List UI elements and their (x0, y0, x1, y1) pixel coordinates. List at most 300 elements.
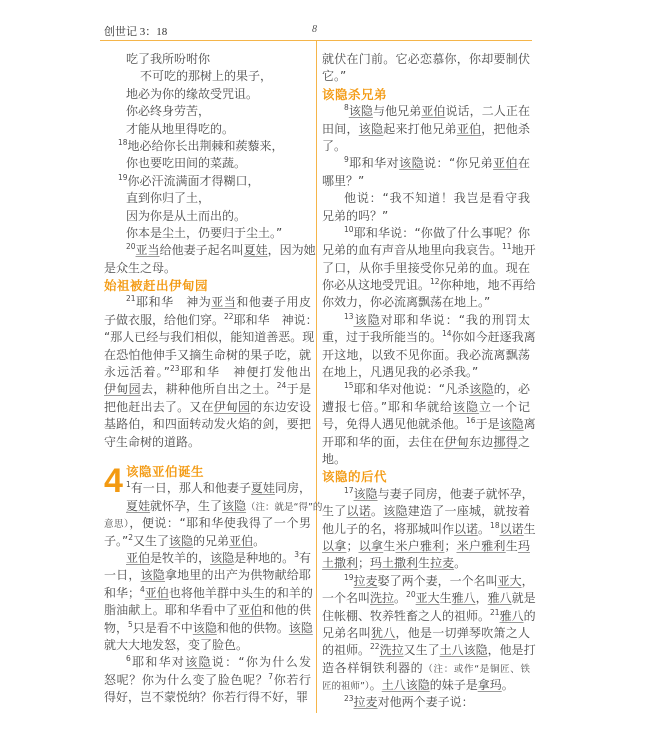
text-run: 耶和华对 (130, 655, 186, 670)
proper-name: 雅八 (451, 591, 476, 606)
text-run: 基路伯，和四面转动发火焰的剑，要把 (104, 417, 311, 432)
text-line (322, 381, 530, 398)
text-run: 你如今赶逐我离 (451, 330, 536, 345)
paragraph (104, 480, 323, 550)
text-run: 。 (454, 556, 467, 571)
text-line (104, 689, 311, 706)
text-line (322, 451, 530, 468)
proper-name: 以拿 (358, 538, 384, 553)
paragraph (322, 694, 530, 711)
text-run: 生了 (322, 504, 347, 519)
proper-name: 该隐 (469, 382, 494, 397)
text-run: 田间， (322, 121, 359, 136)
paragraph (322, 224, 536, 312)
text-line (322, 138, 530, 155)
text-run: 。 (369, 678, 382, 693)
text-run: 地必为你的缘故受咒诅。 (126, 86, 259, 101)
text-run: 说：“你为什么发 (211, 655, 311, 670)
verse-number: 8 (344, 103, 349, 113)
text-run: 了。 (322, 138, 347, 153)
verse-number: 19 (344, 572, 354, 582)
proper-name: 玛 (517, 538, 530, 553)
text-line (104, 381, 311, 398)
paragraph (322, 155, 530, 190)
proper-name: 该隐 (353, 312, 381, 327)
paragraph (322, 190, 530, 225)
text-run: 你必从这地受咒诅。 (322, 278, 431, 293)
proper-name: 土八该隐 (439, 643, 488, 658)
text-run: 永远活着。” (104, 365, 170, 380)
text-line (104, 260, 311, 277)
text-run: 又生了 (403, 643, 440, 658)
paragraph (104, 654, 311, 706)
text-line (104, 654, 311, 671)
text-line (322, 625, 530, 642)
text-run: ，他是一切弹琴吹箫之人 (395, 625, 530, 640)
verse-number: 16 (466, 416, 476, 426)
text-run: 于是 (286, 382, 311, 397)
text-run: 他说：“我不知道！我岂是看守我 (344, 191, 530, 206)
text-run: 是种地的。 (234, 550, 295, 565)
text-line (104, 364, 311, 381)
text-run: ， (521, 573, 534, 588)
text-run: 和他的供物。 (216, 620, 289, 635)
text-run: 的兄弟 (193, 533, 230, 548)
text-run: 你若行 (273, 672, 311, 687)
text-line (322, 572, 534, 590)
proper-name: 伊甸园 (104, 382, 142, 397)
section-heading: 始祖被赶出伊甸园 (104, 278, 209, 294)
left-column (104, 51, 323, 706)
text-run: 。 (253, 533, 266, 548)
text-run: 离 (523, 417, 536, 432)
proper-name: 拿玛 (477, 678, 502, 693)
proper-name: 土八该隐 (381, 678, 430, 693)
proper-name: 该隐 (140, 568, 165, 583)
text-run: 也将他羊群中头生的和羊的 (168, 585, 313, 600)
proper-name: 亚伯 (421, 104, 446, 119)
text-line (322, 347, 530, 364)
verse-number: 21 (126, 294, 136, 304)
verse-number: 23 (344, 694, 354, 704)
text-run: 兄弟名叫 (322, 625, 371, 640)
text-run: ； (358, 556, 371, 571)
text-run: ，他是打 (487, 643, 536, 658)
text-line (104, 173, 311, 190)
text-run: 之 (517, 434, 530, 449)
text-line (104, 311, 318, 329)
proper-name: 洗拉 (370, 591, 395, 606)
text-run: 耶和华 神便打发他出 (179, 365, 311, 380)
text-run: 和华； (104, 585, 141, 600)
text-run: 生 (418, 556, 431, 571)
proper-name: 夏娃 (126, 498, 151, 513)
text-line (104, 533, 311, 550)
text-run: ，因为她 (267, 243, 316, 258)
proper-name: 以诺 (454, 521, 479, 536)
text-run: 。 (394, 591, 407, 606)
text-line (322, 555, 530, 572)
text-run: 不可吃的那树上的果子， (140, 69, 273, 84)
paragraph (322, 103, 530, 155)
verse-number: 20 (126, 242, 136, 252)
text-line (104, 672, 311, 689)
proper-name: 玛土撒利 (370, 556, 419, 571)
text-run: “那人已经与我们相似，能知道善恶。现 (104, 330, 315, 345)
proper-name: 伊甸 (444, 434, 469, 449)
text-run: 脂油献上。耶和华看中了 (104, 603, 239, 618)
text-line (322, 538, 530, 555)
text-run: 开耶和华的面，去住在 (322, 434, 445, 449)
text-line (104, 190, 311, 207)
text-run: 一个名叫 (322, 591, 371, 606)
text-run: 的，必 (493, 382, 530, 397)
text-line (104, 347, 311, 364)
proper-name: 以诺 (499, 521, 524, 536)
text-run: 因为你是从土而出的。 (126, 208, 247, 223)
text-run: 。 (501, 678, 514, 693)
right-column (322, 51, 536, 712)
text-run: 它。” (322, 69, 347, 84)
proper-name: 该隐 (192, 620, 217, 635)
translator-note: 匠的祖师”） (322, 681, 370, 693)
text-run: 娶了两个妻，一个名叫 (377, 573, 498, 588)
text-line (322, 68, 530, 85)
text-run: 于是 (475, 417, 500, 432)
text-run: 。 (478, 521, 491, 536)
proper-name: 米户雅利 (395, 538, 445, 553)
text-line (322, 503, 530, 520)
text-run: 同房， (274, 481, 311, 496)
text-run: ； (346, 538, 359, 553)
text-run: 耶和华说：“你做了什么事呢？你 (353, 225, 530, 240)
proper-name: 亚大 (497, 573, 522, 588)
text-run: 生 (505, 538, 518, 553)
paragraph (322, 572, 536, 695)
text-run: 有一日，那人和他妻子 (130, 481, 251, 496)
paragraph (322, 381, 536, 468)
text-line (104, 585, 311, 602)
text-run: 在恐怕他伸手又摘生命树的果子吃，就 (104, 347, 311, 362)
verse-number: 20 (406, 590, 416, 600)
text-run: 号，免得人遇见他就杀他。 (322, 417, 467, 432)
text-line (322, 677, 530, 694)
text-run: 兄弟的血有声音从地里向我哀告。 (322, 243, 503, 258)
text-line (104, 242, 316, 259)
proper-name: 该隐 (499, 417, 524, 432)
text-run: 的妹子是 (429, 678, 478, 693)
text-run: 地开 (511, 243, 536, 258)
text-line (104, 68, 311, 85)
paragraph (322, 485, 536, 573)
text-run: 与妻子同房，他妻子就怀孕， (377, 486, 534, 501)
verse-number: 9 (344, 155, 349, 165)
proper-name: 亚伯 (493, 156, 518, 171)
text-run: 直到你归了土， (126, 191, 211, 206)
text-run: 造各样铜铁利器的 (322, 660, 424, 675)
verse-number: 4 (140, 584, 145, 594)
text-line (322, 590, 536, 607)
text-run: 你本是尘土，仍要归于尘土。” (126, 225, 283, 240)
text-line (322, 103, 530, 120)
text-run: 只是看不中 (132, 620, 193, 635)
text-line (104, 294, 311, 311)
text-run: 的祖师。 (322, 643, 371, 658)
text-run: 你种地，地不再给 (439, 278, 536, 293)
verse-number: 12 (430, 277, 440, 287)
text-run: 有 (298, 550, 311, 565)
text-line (322, 434, 530, 451)
text-run: 才能从地里得吃的。 (126, 121, 235, 136)
text-line (104, 225, 311, 242)
text-line (322, 520, 536, 538)
text-line (322, 294, 530, 311)
text-run: 在地上，凡遇见我的必杀我。” (322, 365, 479, 380)
proper-name: 亚大 (415, 591, 440, 606)
text-run: 物， (104, 620, 129, 635)
verse-number: 21 (490, 607, 500, 617)
text-line (322, 173, 530, 190)
text-run: 在 (517, 156, 530, 171)
section-heading: 该隐亚伯诞生 (126, 463, 205, 479)
text-run: 住帐棚、牧养牲畜之人的祖师。 (322, 608, 491, 623)
text-line (322, 399, 530, 416)
proper-name: 雅八 (499, 608, 524, 623)
text-line (322, 260, 530, 277)
text-line (104, 155, 311, 172)
proper-name: 该隐 (210, 550, 235, 565)
text-line (104, 138, 311, 155)
text-run: 他儿子的名，将那城叫作 (322, 521, 455, 536)
text-run: 哪里？” (322, 173, 365, 188)
text-run: 守生命树的道路。 (104, 434, 201, 449)
proper-name: 该隐 (353, 486, 378, 501)
running-head: 创世记 3：18 (104, 26, 168, 38)
text-run: 地必给你长出荆棘和蒺藜来， (127, 138, 284, 153)
text-run: 起来打他兄弟 (383, 121, 457, 136)
proper-name: 亚伯 (126, 550, 151, 565)
text-line (322, 242, 536, 259)
text-line (104, 567, 311, 584)
proper-name: 该隐 (383, 504, 408, 519)
text-line (322, 225, 530, 242)
text-run: 生 (383, 538, 396, 553)
proper-name: 犹八 (371, 625, 396, 640)
paragraph (104, 294, 318, 451)
proper-name: 伊甸园 (213, 399, 251, 414)
text-line (322, 660, 530, 677)
text-run: 你必终身劳苦， (126, 104, 211, 119)
proper-name: 该隐 (169, 533, 194, 548)
text-run: 对他两个妻子说： (377, 695, 474, 710)
text-run: 说话，二人正在 (445, 104, 530, 119)
text-run: 子。” (104, 533, 129, 548)
text-line (104, 620, 311, 637)
verse-number: 19 (118, 172, 128, 182)
column-divider (316, 41, 317, 713)
text-line (104, 550, 311, 567)
proper-name: 该隐 (348, 104, 374, 119)
text-run: 的 (523, 608, 536, 623)
text-run: ； (444, 538, 457, 553)
page-number: 8 (312, 24, 317, 35)
text-run: 建造了一座城，就按着 (407, 504, 530, 519)
text-run: 吃了我所吩咐你 (126, 52, 211, 66)
text-line (104, 51, 311, 68)
verse-number: 7 (268, 671, 274, 681)
text-line (322, 51, 530, 68)
text-run: 重，过于我所能当的。 (322, 330, 443, 345)
proper-name: 亚伯 (456, 121, 482, 136)
text-run: ，把他杀 (481, 121, 530, 136)
translator-note: 意思） (104, 519, 130, 531)
proper-name: 夏娃 (250, 481, 275, 496)
text-run: 一日， (104, 568, 141, 583)
verse-number: 14 (442, 329, 452, 339)
paragraph (104, 550, 311, 654)
text-run: 就怀孕，生了 (150, 498, 223, 513)
proper-name: 以拿 (322, 538, 347, 553)
text-line (104, 434, 311, 451)
proper-name: 亚伯 (144, 585, 169, 600)
verse-number: 3 (294, 549, 299, 559)
translator-note: （注：或作“是铜匠、铁 (423, 663, 530, 675)
text-run: 耶和华 神为 (135, 295, 212, 310)
text-run: 子做衣服，给他们穿。 (104, 312, 225, 327)
text-run: 给他妻子起名叫 (159, 243, 244, 258)
text-run: 就伏在门前。它必恋慕你，你却要制伏 (322, 52, 530, 66)
text-line (104, 637, 311, 654)
text-run: 去，耕种他所自出之土。 (141, 382, 277, 397)
text-line (322, 277, 536, 294)
proper-name: 夏娃 (243, 243, 268, 258)
proper-name: 该隐 (358, 121, 384, 136)
text-line (104, 399, 311, 416)
text-run: 耶和华对 (348, 156, 400, 171)
verse-number: 5 (128, 619, 133, 629)
proper-name: 洗拉 (379, 643, 404, 658)
proper-name: 亚伯 (238, 603, 263, 618)
text-line (322, 190, 530, 207)
proper-name: 拉麦 (353, 695, 378, 710)
text-run: 生 (439, 591, 452, 606)
text-run: 的东边安设 (250, 399, 311, 414)
proper-name: 亚伯 (229, 533, 254, 548)
verse-number: 13 (344, 311, 354, 321)
proper-name: 该隐 (288, 620, 313, 635)
text-run: 开这地，以致不见你面。我必流离飘荡 (322, 347, 530, 362)
text-line (322, 694, 530, 711)
text-run: 把他赶出去了。又在 (104, 399, 214, 414)
translator-note: （注：就是“得”的 (246, 501, 323, 513)
text-line (104, 480, 311, 497)
text-run: 兄弟的吗？” (322, 208, 389, 223)
verse-number: 22 (224, 311, 234, 321)
proper-name: 拉麦 (353, 573, 378, 588)
proper-name: 亚当 (211, 295, 237, 310)
paragraph (104, 242, 316, 277)
text-run: 。 (371, 504, 384, 519)
text-line (104, 515, 311, 532)
text-run: 了口，从你手里接受你兄弟的血。现在 (322, 260, 530, 275)
text-line (322, 642, 536, 659)
text-run: 地。 (322, 451, 347, 466)
text-line (322, 607, 536, 625)
text-run: 和他妻子用皮 (236, 295, 311, 310)
text-line (322, 121, 530, 138)
text-run: 拿地里的出产为供物献给耶 (164, 568, 311, 583)
proper-name: 该隐 (453, 399, 480, 414)
proper-name: 亚当 (135, 243, 160, 258)
verse-number: 10 (344, 224, 354, 234)
text-run: ， (475, 591, 488, 606)
text-line (104, 416, 311, 433)
verse-number: 6 (126, 654, 131, 664)
poetry-block (104, 51, 311, 242)
proper-name: 该隐 (399, 156, 425, 171)
text-line (322, 312, 530, 329)
text-run: 是众生之母。 (104, 260, 177, 275)
text-line (104, 103, 311, 120)
proper-name: 该隐 (185, 655, 212, 670)
text-run: 耶和华对他说：“凡杀 (353, 382, 470, 397)
text-run: 遭报七倍。”耶和华就给 (322, 399, 454, 414)
text-run: 立一个记 (479, 399, 530, 414)
proper-name: 该隐 (222, 498, 247, 513)
text-line (104, 329, 315, 346)
text-line (322, 416, 536, 433)
text-line (322, 329, 536, 346)
text-run: 生 (523, 521, 536, 536)
text-line (322, 364, 530, 381)
text-run: 得好，岂不蒙悦纳？你若行得不好，罪 (104, 690, 309, 705)
chapter-block (104, 461, 323, 706)
text-run: 你也要吃田间的菜蔬。 (126, 156, 247, 171)
verse-number: 15 (344, 381, 354, 391)
proper-name: 挪得 (493, 434, 518, 449)
text-line (104, 121, 311, 138)
text-line (322, 155, 530, 172)
text-run: 说：“你兄弟 (424, 156, 494, 171)
verse-number: 18 (490, 520, 500, 530)
section-heading: 该隐杀兄弟 (322, 86, 388, 102)
verse-number: 17 (344, 485, 354, 495)
verse-number: 1 (126, 480, 131, 490)
text-line (104, 602, 311, 619)
proper-name: 土撒利 (322, 556, 359, 571)
text-run: 又生了 (133, 533, 170, 548)
verse-number: 11 (502, 242, 512, 252)
verse-number: 2 (128, 532, 133, 542)
text-run: 是牧羊的， (150, 550, 211, 565)
text-run: 就是 (511, 591, 536, 606)
text-run: 你必汗流满面才得糊口， (127, 173, 260, 188)
text-line (322, 208, 530, 225)
text-line (322, 485, 534, 503)
text-run: 怒呢？你为什么变了脸色呢？ (104, 672, 269, 687)
text-line (104, 208, 311, 225)
text-run: 东边 (468, 434, 494, 449)
text-run: 就大大地发怒，变了脸色。 (104, 637, 249, 652)
text-run: 与他兄弟 (373, 104, 422, 119)
chapter-number: 4 (104, 461, 123, 500)
text-run: 对耶和华说：“我的刑罚太 (380, 312, 530, 327)
text-run: ，便说：“耶和华使我得了一个男 (129, 516, 311, 531)
text-run: 你效力，你必流离飘荡在地上。” (322, 295, 491, 310)
text-run: 和他的供 (262, 603, 311, 618)
verse-number: 22 (370, 642, 380, 652)
proper-name: 以诺 (346, 504, 371, 519)
